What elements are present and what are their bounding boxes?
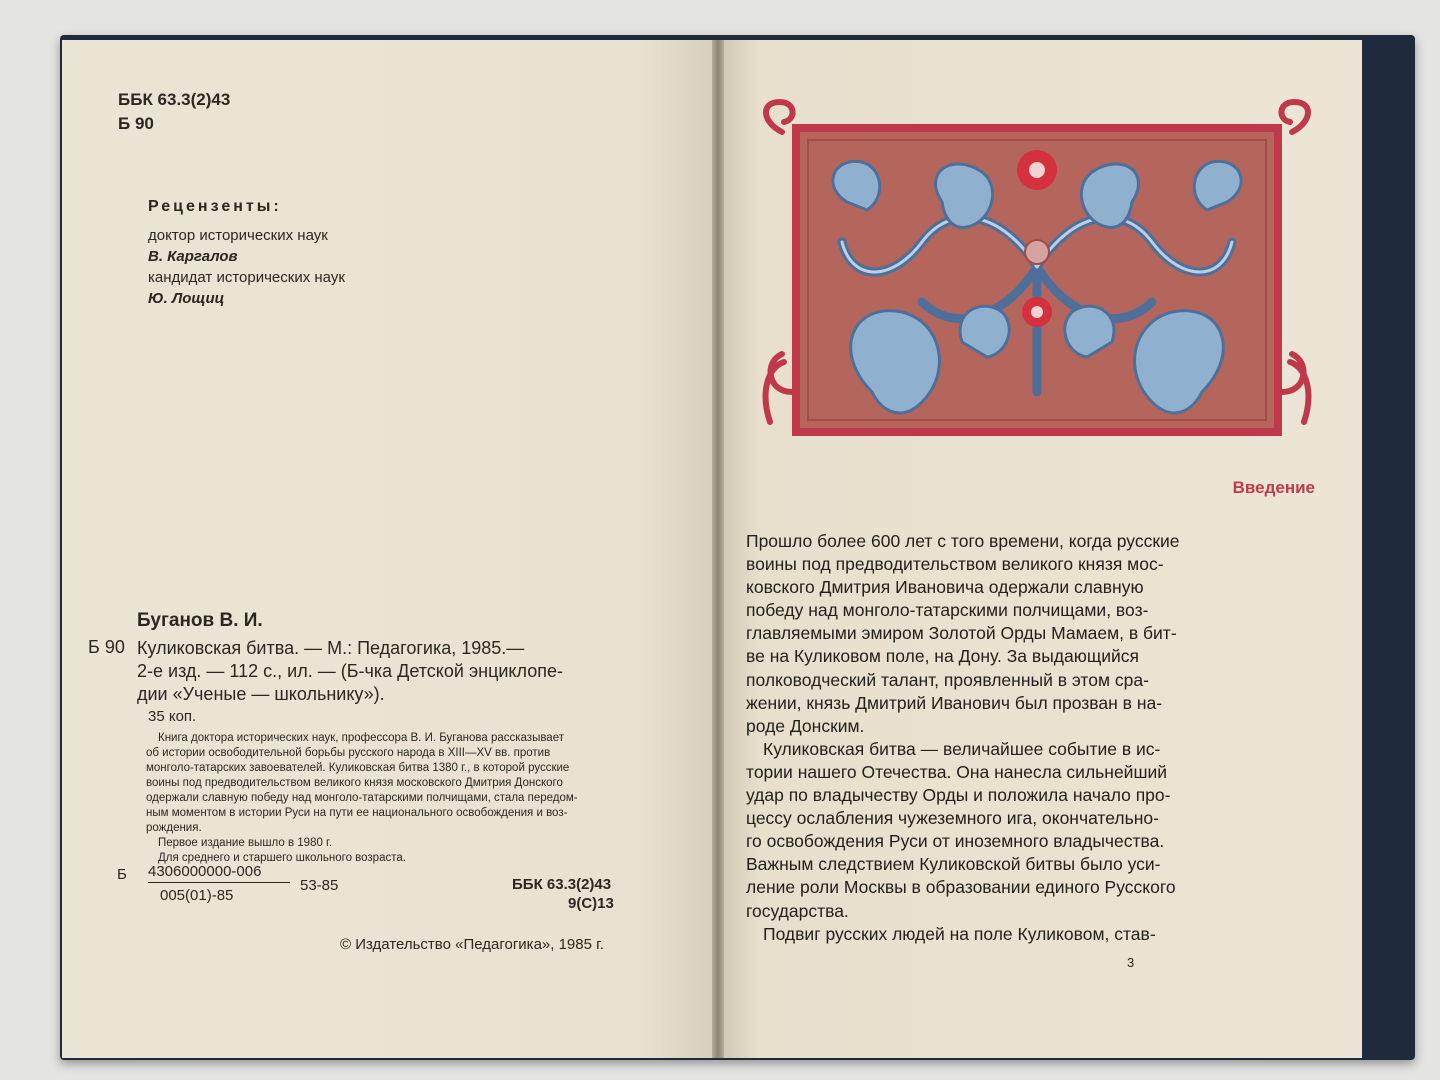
author-mark: Б 90 (118, 114, 154, 133)
text-line: Прошло более 600 лет с того времени, когда русские (746, 531, 1180, 551)
fraction-divider (148, 882, 290, 883)
text-line: удар по владычеству Орды и положила начало про- (746, 785, 1171, 806)
book-annotation (146, 731, 578, 866)
bbk-index: ББК 63.3(2)43 (118, 90, 231, 109)
classification-letter: Б (117, 866, 127, 883)
text-line: полководческий талант, проявленный в этом сра- (746, 669, 1149, 690)
reviewers-list (148, 225, 345, 309)
text-line: Подвиг русских людей на поле Куликовом, став- (763, 923, 1156, 944)
reviewers-title: Рецензенты: (148, 198, 282, 215)
text-line: ление роли Москвы в образовании единого Русского (746, 877, 1176, 898)
text-line: роде Донским. (746, 715, 865, 736)
text-line: го освобождения Руси от иноземного владычества. (746, 831, 1165, 852)
catalog-price: 35 коп. (148, 708, 197, 725)
annotation-line: Первое издание вышло в 1980 г. (158, 837, 333, 849)
text-line: тории нашего Отечества. Она нанесла сильнейший (746, 761, 1168, 782)
annotation-line: рождения. (146, 822, 202, 834)
bbk-bottom-code: 9(С)13 (568, 895, 614, 912)
annotation-line: монголо-татарских завоевателей. Куликовская битва 1380 г., в которой русские (146, 762, 570, 774)
book-gutter (712, 40, 724, 1058)
catalog-code: Б 90 (88, 637, 125, 657)
section-heading: Введение (1232, 478, 1315, 497)
catalog-line: дии «Ученые — школьнику»). (137, 684, 385, 704)
text-line: ве на Куликовом поле, на Дону. За выдающийся (746, 646, 1140, 667)
annotation-line: ным моментом в истории Руси на пути ее национального освобождения и воз- (146, 807, 568, 819)
text-line: ковского Дмитрия Ивановича одержали славную (746, 577, 1144, 598)
text-line: цессу ослабления чужеземного ига, окончательно- (746, 808, 1159, 829)
classification-denominator: 005(01)-85 (160, 887, 234, 904)
text-line: победу над монголо-татарскими полчищами, воз- (746, 600, 1149, 621)
bbk-index-block (118, 88, 230, 136)
decorative-ornament-headpiece (752, 92, 1322, 452)
annotation-line: воины под предводительством великого князя московского Дмитрия Донского (146, 777, 563, 789)
annotation-line: одержали славную победу над монголо-татарскими полчищами, стала передом- (146, 792, 578, 804)
left-page (62, 40, 714, 1058)
text-line: воины под предводительством великого князя мос- (746, 554, 1164, 575)
reviewer-name: Ю. Лощиц (148, 290, 225, 307)
catalog-author: Буганов В. И. (137, 610, 263, 631)
bbk-bottom: ББК 63.3(2)43 (512, 876, 612, 893)
text-line: государства. (746, 900, 849, 921)
copyright-line: © Издательство «Педагогика», 1985 г. (340, 936, 604, 953)
classification-suffix: 53-85 (300, 877, 339, 894)
text-line: Куликовская битва — величайшее событие в ис- (763, 738, 1161, 759)
catalog-line: 2-е изд. — 112 с., ил. — (Б-чка Детской энциклопе- (137, 661, 563, 681)
annotation-line: Для среднего и старшего школьного возраста. (158, 852, 406, 864)
reviewer-degree: доктор исторических наук (148, 227, 328, 244)
text-line: главляемыми эмиром Золотой Орды Мамаем, в бит- (746, 623, 1177, 644)
catalog-description (137, 637, 563, 706)
annotation-line: Книга доктора исторических наук, профессора В. И. Буганова рассказывает (158, 732, 564, 744)
classification-numerator: 4306000000-006 (148, 863, 262, 880)
annotation-line: об истории освободительной борьбы русского народа в XIII—XV вв. против (146, 747, 551, 759)
page-number: 3 (1127, 955, 1135, 970)
text-line: Важным следствием Куликовской битвы было уси- (746, 854, 1161, 875)
text-line: жении, князь Дмитрий Иванович был прозван в на- (746, 692, 1163, 713)
body-text (746, 530, 1318, 946)
catalog-line: Куликовская битва. — М.: Педагогика, 1985.— (137, 638, 525, 658)
reviewer-degree: кандидат исторических наук (148, 269, 345, 286)
reviewer-name: В. Каргалов (148, 248, 238, 265)
